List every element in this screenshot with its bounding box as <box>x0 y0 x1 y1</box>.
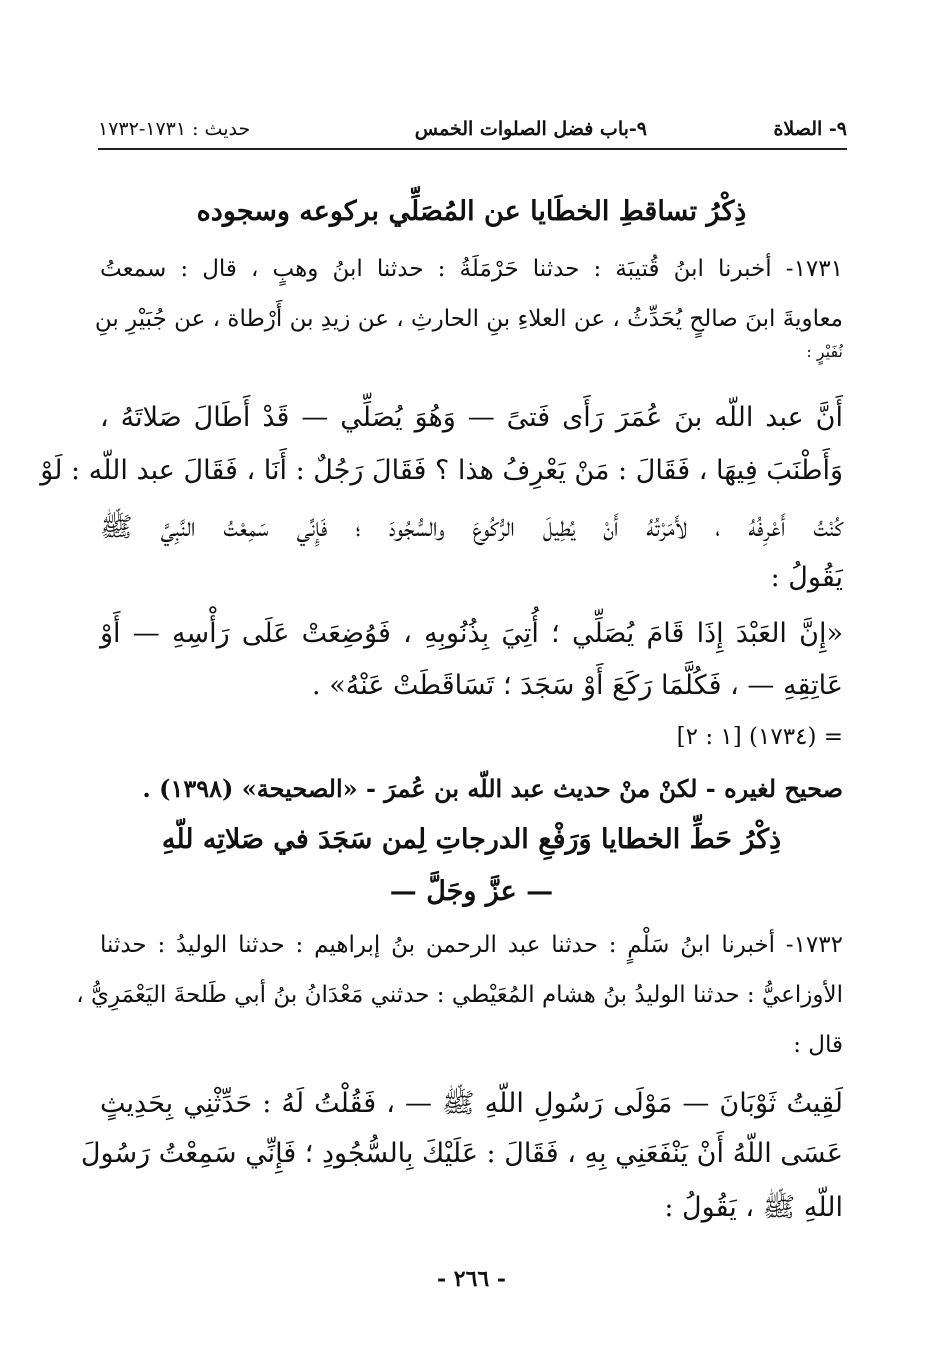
hadith-grading: صحيح لغيره - لكنْ منْ حديث عبد اللّه بن عُمرَ - «الصحيحة» (١٣٩٨) . <box>142 774 843 803</box>
isnad-line: معاويةَ ابنَ صالحٍ يُحَدِّثُ ، عن العلاءِ بنِ الحارثِ ، عن زيدِ بن أَرْطاة ، عن جُبَيْرِ بنِ <box>94 306 843 332</box>
matn-line: اللّهِ ﷺ ، يَقُولُ : <box>664 1192 843 1223</box>
matn-line: أَنَّ عبد اللّه بنَ عُمَرَ رَأَى فَتىً — وَهُوَ يُصَلِّي — قَدْ أَطَالَ صَلاتَهُ ، <box>100 402 843 433</box>
hadith-text-line: عَاتِقِهِ — ، فَكُلَّمَا رَكَعَ أَوْ سَجَدَ ؛ تَسَاقَطَتْ عَنْهُ» . <box>312 670 843 701</box>
hadith-range: حديث : ١٧٣١-١٧٣٢ <box>98 118 251 140</box>
matn-line: عَسَى اللّهُ أَنْ يَنْفَعَنِي بِهِ ، فَقَالَ : عَلَيْكَ بِالسُّجُودِ ؛ فَإِنِّي سَمِعْتُ رَسُولَ <box>80 1138 843 1169</box>
isnad-line: الأوزاعيُّ : حدثنا الوليدُ بنُ هشام المُعَيْطي : حدثني مَعْدَانُ بنُ أبي طَلحةَ اليَعْمَرِيُّ ، <box>76 982 843 1008</box>
matn-line: يَقُولُ : <box>770 562 843 593</box>
section-heading-2-continued: — عزَّ وجَلَّ — <box>389 876 554 907</box>
running-header <box>98 112 847 150</box>
isnad-line: ١٧٣١- أخبرنا ابنُ قُتيبَة : حدثنا حَرْمَلَةُ : حدثنا ابنُ وهبٍ ، قال : سمعتُ <box>100 256 843 282</box>
isnad-line: قال : <box>793 1032 843 1058</box>
matn-line: وَأَطْنَبَ فِيهَا ، فَقَالَ : مَنْ يَعْرِفُ هذا ؟ فَقَالَ رَجُلٌ : أَنَا ، فَقَالَ عبد اللّه : لَوْ <box>40 455 843 486</box>
isnad-line: نُفَيْرٍ : <box>806 342 843 361</box>
book-title: ٩- الصلاة <box>773 118 847 140</box>
matn-line: كُنْتُ أَعْرِفُهُ ، لأَمَرْتُهُ أَنْ يُطِيلَ الرُّكُوعَ والسُّجُودَ ؛ فَإِنِّي سَمِعْتُ النَّبِيَّ ﷺ <box>100 512 843 543</box>
chapter-title: ٩-باب فضل الصلوات الخمس <box>414 118 647 140</box>
hadith-text-line: «إِنَّ العَبْدَ إِذَا قَامَ يُصَلِّي ؛ أُتِيَ بِذُنُوبِهِ ، فَوُضِعَتْ عَلَى رَأْسِهِ — أَوْ <box>100 618 843 649</box>
section-heading-2: ذِكْرُ حَطِّ الخطايا وَرَفْعِ الدرجاتِ لِمن سَجَدَ في صَلاتِه للّهِ <box>161 824 782 855</box>
cross-reference: = (١٧٣٤) [١ : ٢] <box>676 724 843 750</box>
isnad-line: ١٧٣٢- أخبرنا ابنُ سَلْمٍ : حدثنا عبد الرحمن بنُ إبراهيم : حدثنا الوليدُ : حدثنا <box>100 932 843 958</box>
page-number: - ٢٦٦ - <box>436 1266 507 1292</box>
matn-line: لَقِيتُ ثَوْبَانَ — مَوْلَى رَسُولِ اللّهِ ﷺ — ، فَقُلْتُ لَهُ : حَدِّثْنِي بِحَدِيثٍ <box>100 1088 843 1119</box>
section-heading-1: ذِكْرُ تساقطِ الخطَايا عن المُصَلِّي بركوعه وسجوده <box>196 196 747 227</box>
